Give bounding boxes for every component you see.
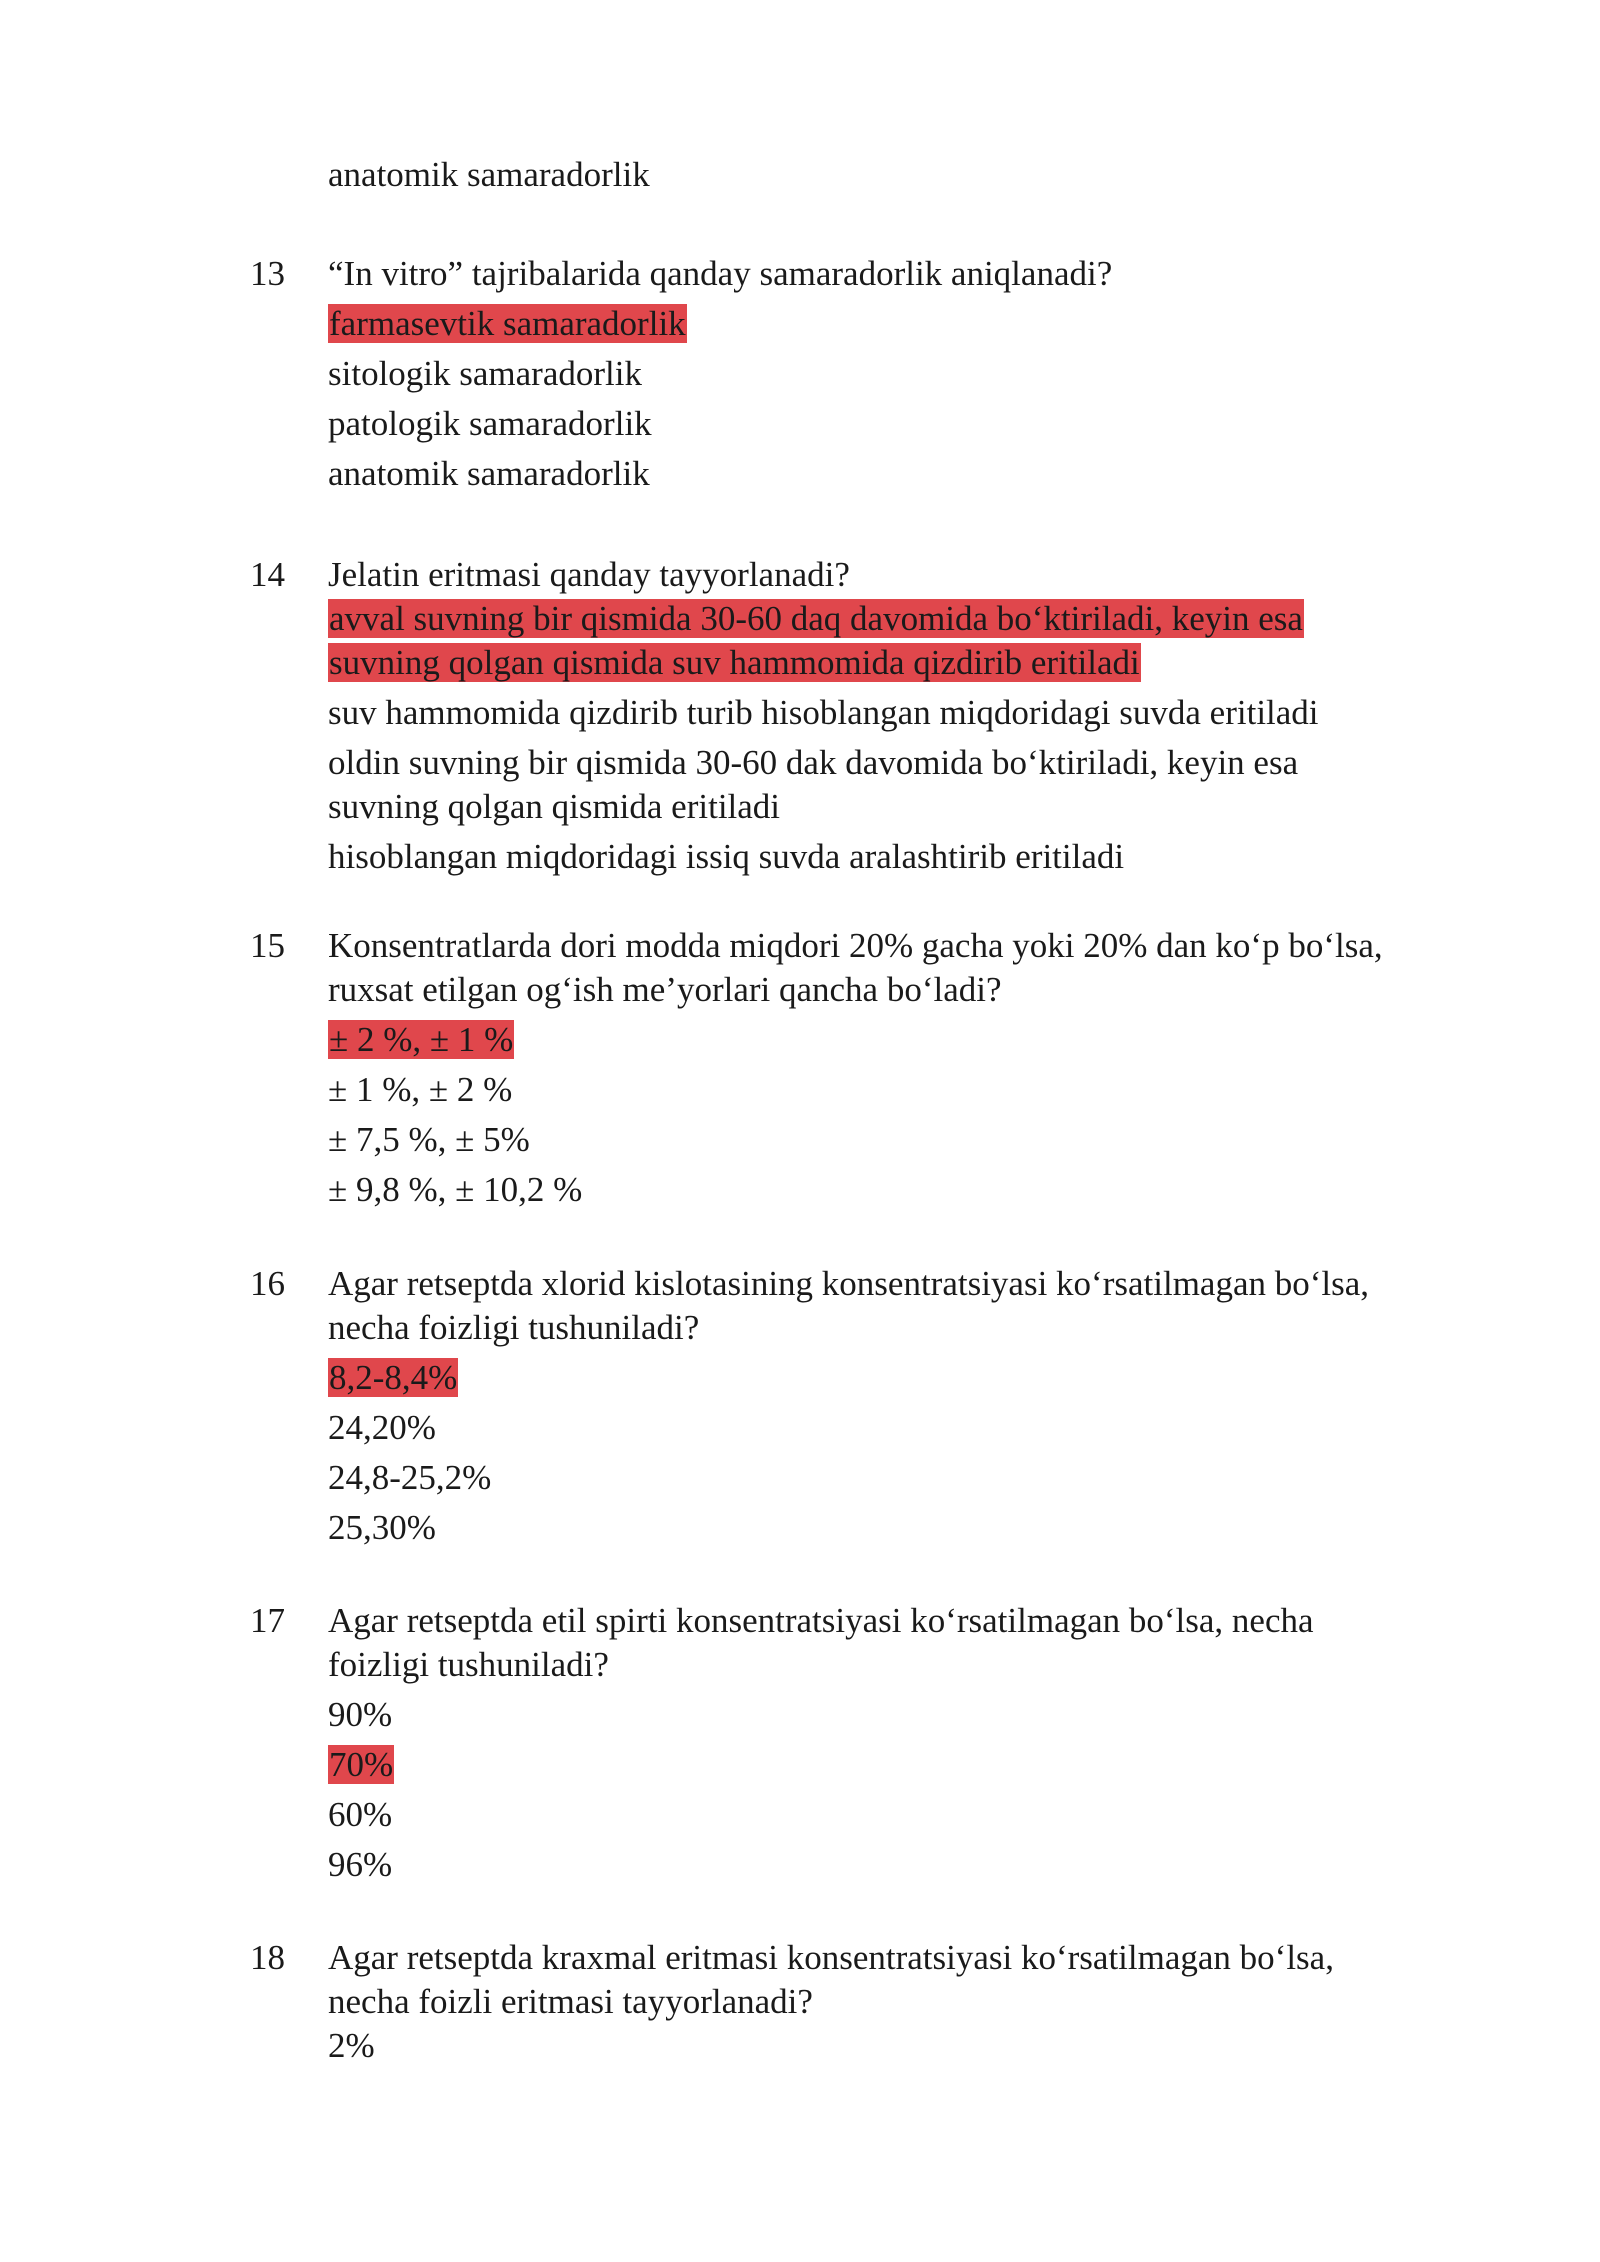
question-body xyxy=(328,1936,1408,2068)
answer-option-correct xyxy=(328,1743,1408,1787)
question-number: 15 xyxy=(250,926,285,965)
answer-option-correct xyxy=(328,1356,1408,1400)
answer-option-correct xyxy=(328,597,1408,685)
answer-option: oldin suvning bir qismida 30-60 dak davomida bo‘ktiriladi, keyin esa suvning qolgan qismida eritiladi xyxy=(328,743,1299,826)
answer-option: ± 7,5 %, ± 5% xyxy=(328,1120,530,1159)
answer-option: sitologik samaradorlik xyxy=(328,354,642,393)
question-text: Agar retseptda xlorid kislotasining konsentratsiyasi ko‘rsatilmagan bo‘lsa, necha foizligi tushuniladi? xyxy=(328,1264,1370,1347)
question-number: 17 xyxy=(250,1601,285,1640)
answer-option-correct xyxy=(328,302,1408,346)
highlighted-answer: avval suvning bir qismida 30-60 daq davomida bo‘ktiriladi, keyin esa suvning qolgan qismida suv hammomida qizdirib eritiladi xyxy=(329,599,1303,682)
answer-option: ± 1 %, ± 2 % xyxy=(328,1070,513,1109)
question-text: “In vitro” tajribalarida qanday samaradorlik aniqlanadi? xyxy=(328,254,1113,293)
answer-option: 60% xyxy=(328,1795,393,1834)
answer-options xyxy=(328,1693,1408,1887)
question-number: 16 xyxy=(250,1264,285,1303)
answer-option: 2% xyxy=(328,2026,375,2065)
question-body xyxy=(328,924,1408,1212)
answer-option: ± 9,8 %, ± 10,2 % xyxy=(328,1170,583,1209)
highlighted-answer: 70% xyxy=(329,1745,394,1784)
answer-option-correct xyxy=(328,1018,1408,1062)
question-text: Agar retseptda etil spirti konsentratsiyasi ko‘rsatilmagan bo‘lsa, necha foizligi tushuniladi? xyxy=(328,1601,1314,1684)
answer-option: hisoblangan miqdoridagi issiq suvda aralashtirib eritiladi xyxy=(328,837,1125,876)
answer-option: 24,20% xyxy=(328,1408,436,1447)
highlighted-answer: 8,2-8,4% xyxy=(329,1358,458,1397)
answer-option: anatomik samaradorlik xyxy=(328,454,650,493)
question-number: 18 xyxy=(250,1938,285,1977)
highlighted-answer: ± 2 %, ± 1 % xyxy=(329,1020,514,1059)
question-body xyxy=(328,1599,1408,1887)
question-text: Agar retseptda kraxmal eritmasi konsentratsiyasi ko‘rsatilmagan bo‘lsa, necha foizli eritmasi tayyorlanadi? xyxy=(328,1938,1334,2021)
question-body xyxy=(328,252,1408,496)
answer-option: 24,8-25,2% xyxy=(328,1458,492,1497)
answer-option: 96% xyxy=(328,1845,393,1884)
answer-option: suv hammomida qizdirib turib hisoblangan miqdoridagi suvda eritiladi xyxy=(328,693,1319,732)
answer-options xyxy=(328,597,1408,879)
question-number: 13 xyxy=(250,254,285,293)
answer-option: 25,30% xyxy=(328,1508,436,1547)
answer-options xyxy=(328,1018,1408,1212)
question-body xyxy=(328,1262,1408,1550)
answer-option: patologik samaradorlik xyxy=(328,404,652,443)
question-body xyxy=(328,553,1408,879)
highlighted-answer: farmasevtik samaradorlik xyxy=(329,304,686,343)
question-text: Jelatin eritmasi qanday tayyorlanadi? xyxy=(328,555,850,594)
answer-options xyxy=(328,302,1408,496)
answer-option: 90% xyxy=(328,1695,393,1734)
question-text: Konsentratlarda dori modda miqdori 20% gacha yoki 20% dan ko‘p bo‘lsa, ruxsat etilgan og‘ish me’yorlari qancha bo‘ladi? xyxy=(328,926,1383,1009)
previous-question-last-option: anatomik samaradorlik xyxy=(328,155,650,194)
question-number: 14 xyxy=(250,555,285,594)
answer-options xyxy=(328,1356,1408,1550)
answer-options xyxy=(328,2024,1408,2068)
